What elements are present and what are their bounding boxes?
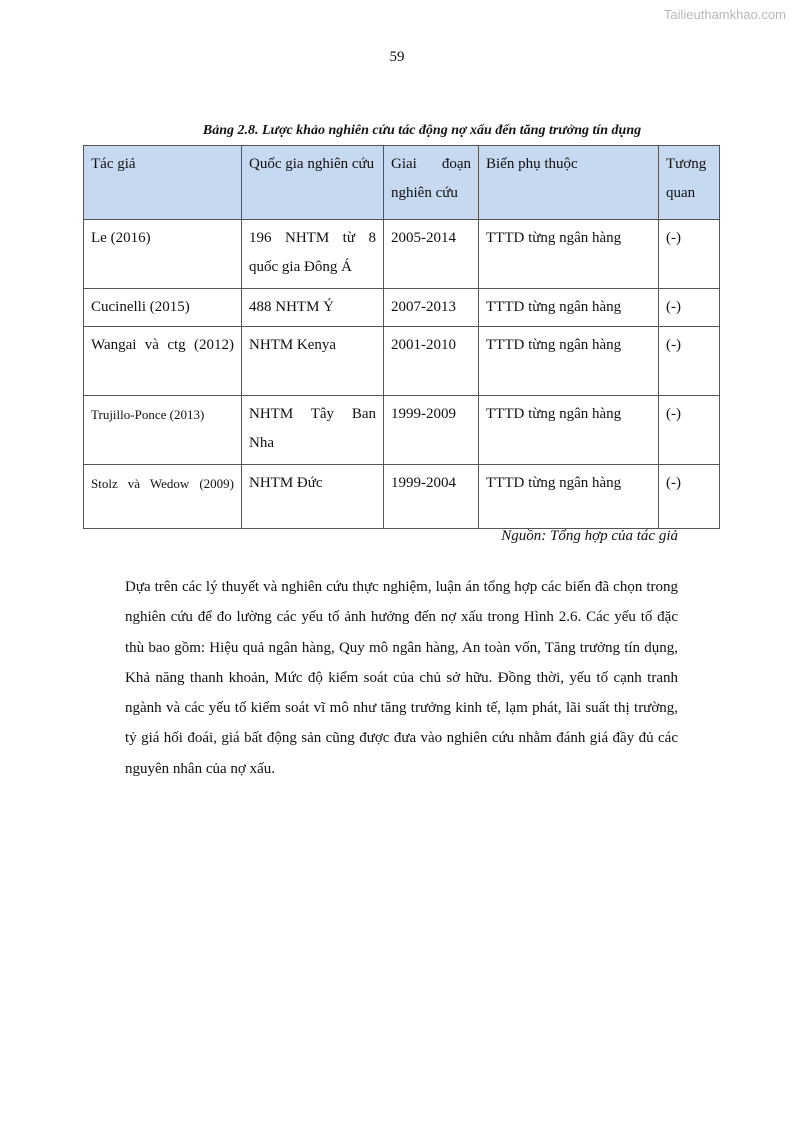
table-source-note: Nguồn: Tổng hợp của tác giả xyxy=(501,528,678,544)
table-row xyxy=(84,396,720,465)
table-row xyxy=(84,289,720,327)
cell-period: 2005-2014 xyxy=(384,220,479,289)
cell-period: 2007-2013 xyxy=(384,289,479,327)
cell-dependent-variable: TTTD từng ngân hàng xyxy=(479,327,659,396)
header-country: Quốc gia nghiên cứu xyxy=(242,146,384,220)
cell-correlation: (-) xyxy=(659,327,720,396)
cell-country: NHTM Đức xyxy=(242,465,384,529)
cell-author-text: Stolz và Wedow (2009) xyxy=(91,476,234,491)
cell-author-text: Wangai và ctg (2012) xyxy=(91,337,234,353)
cell-period: 1999-2004 xyxy=(384,465,479,529)
cell-country: NHTM Tây Ban Nha xyxy=(242,396,384,465)
watermark: Tailieuthamkhao.com xyxy=(663,7,786,22)
table-row xyxy=(84,465,720,529)
cell-correlation: (-) xyxy=(659,465,720,529)
table-caption: Bảng 2.8. Lược khảo nghiên cứu tác động nợ xấu đến tăng trưởng tín dụng xyxy=(202,123,642,138)
cell-dependent-variable: TTTD từng ngân hàng xyxy=(479,465,659,529)
header-author: Tác giả xyxy=(84,146,242,220)
cell-country: 488 NHTM Ý xyxy=(242,289,384,327)
header-period: Giai đoạn nghiên cứu xyxy=(384,146,479,220)
cell-author xyxy=(84,327,242,396)
body-paragraph: Dựa trên các lý thuyết và nghiên cứu thực nghiệm, luận án tổng hợp các biến đã chọn trong nghiên cứu để đo lường các yếu tố ảnh hưởng đến nợ xấu trong Hình 2.6. Các yếu tố đặc thù bao gồm: Hiệu quả ngân hàng, Quy mô ngân hàng, An toàn vốn, Tăng trưởng tín dụng, Khả năng thanh khoản, Mức độ kiểm soát của chủ sở hữu. Đồng thời, yếu tố cạnh tranh ngành và các yếu tố kiểm soát vĩ mô như tăng trưởng kinh tế, lạm phát, lãi suất thị trường, tỷ giá hối đoái, giá bất động sản cũng được đưa vào nghiên cứu nhằm đánh giá đầy đủ các nguyên nhân của nợ xấu. xyxy=(125,579,678,777)
header-correlation: Tương quan xyxy=(659,146,720,220)
table-row xyxy=(84,327,720,396)
header-dependent-variable: Biến phụ thuộc xyxy=(479,146,659,220)
table-row xyxy=(84,220,720,289)
cell-correlation: (-) xyxy=(659,396,720,465)
cell-country: NHTM Kenya xyxy=(242,327,384,396)
cell-author xyxy=(84,465,242,529)
cell-dependent-variable: TTTD từng ngân hàng xyxy=(479,220,659,289)
cell-author: Le (2016) xyxy=(84,220,242,289)
literature-review-table xyxy=(83,145,720,529)
cell-correlation: (-) xyxy=(659,289,720,327)
table-header-row xyxy=(84,146,720,220)
cell-dependent-variable: TTTD từng ngân hàng xyxy=(479,289,659,327)
cell-country: 196 NHTM từ 8 quốc gia Đông Á xyxy=(242,220,384,289)
cell-period: 2001-2010 xyxy=(384,327,479,396)
cell-correlation: (-) xyxy=(659,220,720,289)
cell-dependent-variable: TTTD từng ngân hàng xyxy=(479,396,659,465)
cell-author: Trujillo-Ponce (2013) xyxy=(84,396,242,465)
cell-period: 1999-2009 xyxy=(384,396,479,465)
page-number: 59 xyxy=(389,49,405,65)
cell-author: Cucinelli (2015) xyxy=(84,289,242,327)
